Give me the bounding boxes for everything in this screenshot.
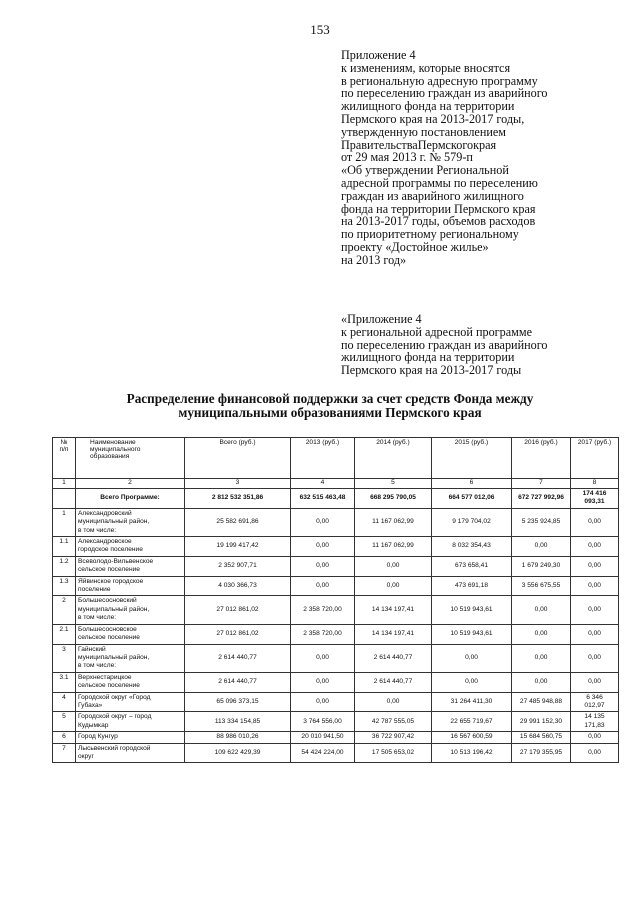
appendix-program-note <box>341 313 631 377</box>
amount-y2015: 8 032 354,43 <box>432 537 512 557</box>
amount-total: 113 334 154,85 <box>185 712 291 732</box>
appendix-line: к региональной адресной программе <box>341 324 533 339</box>
amount-y2017: 6 346 012,97 <box>571 692 619 712</box>
amount-y2014: 0,00 <box>355 576 432 596</box>
row-number: 1.1 <box>53 537 76 557</box>
page-number: 153 <box>310 22 330 37</box>
column-number: 7 <box>512 479 571 489</box>
row-number: 6 <box>53 732 76 743</box>
amount-y2014: 2 614 440,77 <box>355 644 432 672</box>
amount-y2015: 0,00 <box>432 644 512 672</box>
amount-y2016: 29 991 152,30 <box>512 712 571 732</box>
amount-y2014: 17 505 653,02 <box>355 743 432 763</box>
amount-y2017: 0,00 <box>571 732 619 743</box>
amount-y2017: 0,00 <box>571 508 619 536</box>
appendix-line: проекту «Достойное жилье» <box>341 239 489 254</box>
amount-y2015: 31 264 411,30 <box>432 692 512 712</box>
column-header: Наименование муниципального образования <box>76 438 185 479</box>
column-header: 2016 (руб.) <box>512 438 571 479</box>
amount-y2016: 672 727 992,96 <box>512 489 571 509</box>
appendix-line: по переселению граждан из аварийного <box>341 337 548 352</box>
municipality-name: Всеволодо-Вильвенское сельское поселение <box>76 556 185 576</box>
document-title <box>60 392 600 420</box>
amount-y2013: 0,00 <box>291 672 355 692</box>
appendix-line: ПравительстваПермскогокрая <box>341 137 497 152</box>
municipality-name: Верхнестарицкое сельское поселение <box>76 672 185 692</box>
amount-y2016: 0,00 <box>512 644 571 672</box>
appendix-line: по приоритетному региональному <box>341 227 519 242</box>
amount-y2015: 664 577 012,06 <box>432 489 512 509</box>
amount-y2014: 668 295 790,05 <box>355 489 432 509</box>
column-header: 2015 (руб.) <box>432 438 512 479</box>
amount-total: 65 096 373,15 <box>185 692 291 712</box>
table-row <box>53 508 619 536</box>
amount-total: 2 812 532 351,86 <box>185 489 291 509</box>
amount-y2016: 1 679 249,30 <box>512 556 571 576</box>
amount-y2016: 0,00 <box>512 596 571 624</box>
amount-y2017: 0,00 <box>571 537 619 557</box>
column-header: 2017 (руб.) <box>571 438 619 479</box>
amount-y2014: 11 167 062,99 <box>355 508 432 536</box>
appendix-line: «Об утверждении Региональной <box>341 163 509 178</box>
amount-y2014: 0,00 <box>355 556 432 576</box>
row-number: 3 <box>53 644 76 672</box>
table-row <box>53 596 619 624</box>
amount-y2013: 0,00 <box>291 644 355 672</box>
amount-y2015: 673 658,41 <box>432 556 512 576</box>
amount-total: 2 614 440,77 <box>185 644 291 672</box>
row-number: 7 <box>53 743 76 763</box>
appendix-line: адресной программы по переселению <box>341 175 538 190</box>
amount-total: 25 582 691,86 <box>185 508 291 536</box>
appendix-line: фонда на территории Пермского края <box>341 201 536 216</box>
table-row <box>53 712 619 732</box>
appendix-line: Пермского края на 2013-2017 годы <box>341 363 522 378</box>
municipality-name: Гайнский муниципальный район, в том числе: <box>76 644 185 672</box>
table-row <box>53 732 619 743</box>
table-row <box>53 743 619 763</box>
row-number: 4 <box>53 692 76 712</box>
amount-total: 2 614 440,77 <box>185 672 291 692</box>
column-number: 1 <box>53 479 76 489</box>
amount-y2013: 0,00 <box>291 556 355 576</box>
amount-y2013: 2 358 720,00 <box>291 596 355 624</box>
amount-y2013: 0,00 <box>291 508 355 536</box>
amount-y2017: 0,00 <box>571 644 619 672</box>
amount-y2013: 3 764 556,00 <box>291 712 355 732</box>
amount-y2013: 0,00 <box>291 692 355 712</box>
column-number: 2 <box>76 479 185 489</box>
table-row <box>53 644 619 672</box>
amount-total: 88 986 010,26 <box>185 732 291 743</box>
amount-y2016: 3 556 675,55 <box>512 576 571 596</box>
row-number: 5 <box>53 712 76 732</box>
table-row <box>53 556 619 576</box>
table-header-row <box>53 438 619 479</box>
municipality-name: Городской округ «Город Губаха» <box>76 692 185 712</box>
amount-y2014: 11 167 062,99 <box>355 537 432 557</box>
table-row <box>53 576 619 596</box>
amount-total: 109 622 429,39 <box>185 743 291 763</box>
amount-y2016: 0,00 <box>512 672 571 692</box>
column-header: 2013 (руб.) <box>291 438 355 479</box>
row-number: 1.2 <box>53 556 76 576</box>
amount-y2015: 10 519 943,61 <box>432 596 512 624</box>
column-header: № п/п <box>53 438 76 479</box>
amount-y2016: 0,00 <box>512 624 571 644</box>
amount-y2015: 10 513 196,42 <box>432 743 512 763</box>
appendix-line: «Приложение 4 <box>341 312 422 326</box>
appendix-line: жилищного фонда на территории <box>341 350 515 365</box>
financial-distribution-table <box>52 437 619 763</box>
amount-total: 19 199 417,42 <box>185 537 291 557</box>
municipality-name: Яйвинское городское поселение <box>76 576 185 596</box>
table-row <box>53 672 619 692</box>
amount-y2014: 42 787 555,05 <box>355 712 432 732</box>
amount-y2013: 632 515 463,48 <box>291 489 355 509</box>
municipality-name: Большесосновский муниципальный район, в том числе: <box>76 596 185 624</box>
amount-total: 27 012 861,02 <box>185 624 291 644</box>
column-number: 4 <box>291 479 355 489</box>
appendix-line: жилищного фонда на территории <box>341 99 515 114</box>
document-title-line: муниципальными образованиями Пермского края <box>178 405 482 420</box>
table-row <box>53 692 619 712</box>
column-header: Всего (руб.) <box>185 438 291 479</box>
amount-y2016: 15 684 560,75 <box>512 732 571 743</box>
amount-y2013: 0,00 <box>291 576 355 596</box>
row-number: 2 <box>53 596 76 624</box>
amount-y2015: 22 655 719,67 <box>432 712 512 732</box>
amount-total: 4 030 366,73 <box>185 576 291 596</box>
appendix-amendment-note <box>341 49 631 267</box>
amount-y2016: 27 179 355,95 <box>512 743 571 763</box>
row-number: 3.1 <box>53 672 76 692</box>
table-total-row <box>53 489 619 509</box>
amount-y2015: 16 567 600,59 <box>432 732 512 743</box>
amount-y2017: 174 416 093,31 <box>571 489 619 509</box>
amount-y2017: 0,00 <box>571 556 619 576</box>
row-number: 2.1 <box>53 624 76 644</box>
column-number: 6 <box>432 479 512 489</box>
column-number: 5 <box>355 479 432 489</box>
municipality-name: Лысьвенский городской округ <box>76 743 185 763</box>
appendix-line: от 29 мая 2013 г. № 579-п <box>341 150 473 165</box>
amount-y2016: 27 485 948,88 <box>512 692 571 712</box>
appendix-line: Пермского края на 2013-2017 годы, <box>341 111 525 126</box>
amount-y2017: 0,00 <box>571 596 619 624</box>
amount-y2013: 20 010 941,50 <box>291 732 355 743</box>
amount-y2016: 0,00 <box>512 537 571 557</box>
appendix-line: на 2013 год» <box>341 252 407 267</box>
column-number: 3 <box>185 479 291 489</box>
amount-total: 2 352 907,71 <box>185 556 291 576</box>
amount-y2016: 5 235 924,85 <box>512 508 571 536</box>
amount-y2017: 14 135 171,83 <box>571 712 619 732</box>
amount-y2014: 14 134 197,41 <box>355 596 432 624</box>
amount-y2017: 0,00 <box>571 743 619 763</box>
column-header: 2014 (руб.) <box>355 438 432 479</box>
amount-y2014: 36 722 907,42 <box>355 732 432 743</box>
municipality-name: Город Кунгур <box>76 732 185 743</box>
appendix-line: по переселению граждан из аварийного <box>341 86 548 101</box>
row-number <box>53 489 76 509</box>
row-number: 1 <box>53 508 76 536</box>
amount-y2017: 0,00 <box>571 672 619 692</box>
amount-y2013: 54 424 224,00 <box>291 743 355 763</box>
document-title-line: Распределение финансовой поддержки за счет средств Фонда между <box>126 391 534 406</box>
row-number: 1.3 <box>53 576 76 596</box>
amount-y2014: 2 614 440,77 <box>355 672 432 692</box>
appendix-line: в региональную адресную программу <box>341 73 538 88</box>
column-number-row <box>53 479 619 489</box>
amount-y2013: 0,00 <box>291 537 355 557</box>
amount-y2017: 0,00 <box>571 624 619 644</box>
municipality-name: Александровский муниципальный район, в том числе: <box>76 508 185 536</box>
amount-y2015: 473 691,18 <box>432 576 512 596</box>
amount-y2013: 2 358 720,00 <box>291 624 355 644</box>
amount-y2015: 9 179 704,02 <box>432 508 512 536</box>
municipality-name: Александровское городское поселение <box>76 537 185 557</box>
amount-y2014: 14 134 197,41 <box>355 624 432 644</box>
appendix-line: утвержденную постановлением <box>341 124 507 139</box>
table-row <box>53 624 619 644</box>
amount-y2014: 0,00 <box>355 692 432 712</box>
municipality-name: Всего Программе: <box>76 489 185 509</box>
column-number: 8 <box>571 479 619 489</box>
amount-y2017: 0,00 <box>571 576 619 596</box>
table-row <box>53 537 619 557</box>
municipality-name: Большесосновское сельское поселение <box>76 624 185 644</box>
appendix-line: к изменениям, которые вносятся <box>341 60 511 75</box>
appendix-line: Приложение 4 <box>341 48 416 62</box>
appendix-line: граждан из аварийного жилищного <box>341 188 524 203</box>
amount-total: 27 012 861,02 <box>185 596 291 624</box>
appendix-line: на 2013-2017 годы, объемов расходов <box>341 214 536 229</box>
amount-y2015: 10 519 943,61 <box>432 624 512 644</box>
amount-y2015: 0,00 <box>432 672 512 692</box>
municipality-name: Городской округ – город Кудымкар <box>76 712 185 732</box>
